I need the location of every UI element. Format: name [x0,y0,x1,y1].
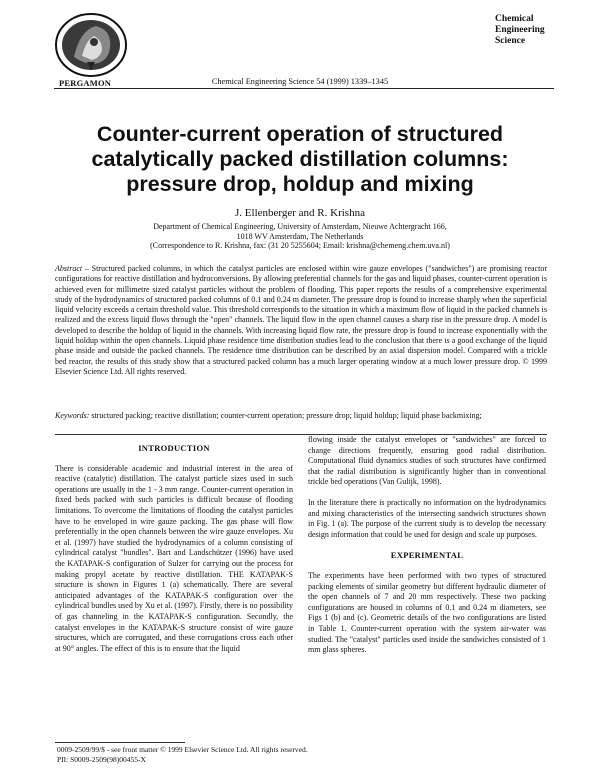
footer [57,745,308,764]
experimental-paragraph: The experiments have been performed with two types of structured packing elements of similar geometry but different hydraulic diameter of the open channels of 7 and 20 mm respectively. These two packing configurations are housed in columns of 0.1 and 0.24 m diameters, see Figs 1 (b) and (c). Geometric details of the two configurations are listed in Table 1. Counter-current operation with the system air-water was studied. The "catalyst" particles used inside the sandwiches consisted of 1 mm glass spheres. [308,570,546,655]
affiliation-line1: Department of Chemical Engineering, University of Amsterdam, Nieuwe Achtergracht 166, [153,222,447,231]
elsevier-tree-logo-icon [54,12,128,78]
introduction-paragraph: There is considerable academic and industrial interest in the area of reactive (catalytic) distillation. The catalyst particle sizes used in such operations are usually in the 1 - 3 mm range. Counter-current operation in fixed beds packed with such particles is difficult because of flooding limitations. To overcome the limitations of flooding the catalyst particles have to be enveloped in wire gauze packing. The gas phase will flow preferentially in the open channels between the wire gauze envelopes. Xu et al. (1997) have studied the hydrodynamics of a column consisting of cylindrical catalyst "bundles". Bart and Landschützer (1996) have used the KATAPAK-S configuration of Sulzer for carrying out the process for making propyl acetate by reactive distillation. THE KATAPAK-S structure is shown in Figures 1 (a) schematically. There are several anticipated advantages of the KATAPAK-S configuration over the cylindrical bundles used by Xu et al. (1997). Firstly, there is no possibility of gas channeling in the KATAPAK-S configuration. Secondly, the catalyst envelopes in the KATAPAK-S structure consist of wire gauze structures, which are corrugated, and these corrugations cross each other at 90° angles. The effect of this is to ensure that the liquid [55,463,293,653]
affiliation-line2: 1018 WV Amsterdam, The Netherlands [236,231,364,241]
right-column [308,435,546,656]
keywords-label: Keywords: [55,411,90,420]
copyright-line: 0009-2509/99/$ - see front matter © 1999 Elsevier Science Ltd. All rights reserved. [57,745,308,754]
left-column [55,443,293,654]
keywords-text: structured packing; reactive distillation; counter-current operation; pressure drop; liquid holdup; liquid phase backmixing; [89,411,482,420]
article-title: Counter-current operation of structured catalytically packed distillation columns: pressure drop, holdup and mixing [91,122,509,196]
abstract-text: – Structured packed columns, in which the catalyst particles are enclosed within wire gauze envelopes ("sandwiches") are promising reactor configurations for reactive distillation and hydroconversions. By allowing preferential channels for the gas and liquid phases, counter-current operation is achieved even for millimetre sized catalyst particles without the problem of flooding. This paper reports the results of a comprehensive experimental study of the hydrodynamics of structured packed columns of 0.1 and 0.24 m diameter. The pressure drop is found to increase sharply when the superficial liquid velocity exceeds a certain threshold value. This threshold corresponds to the situation in which a maximum flow of liquid in the packed channels is realized and the excess liquid flows through the "open" channels. The liquid flow in the open channel causes a sharp rise in the pressure drop. A model is developed to describe the holdup of liquid in the channels. With increasing liquid flow rate, the pressure drop is found to increase exponentially with the liquid holdup within the open channels. Liquid phase residence time distribution studies lead to the conclusion that there is a good exchange of the liquid phase inside and outside the packed channels. The residence time distribution can be described by an axial dispersion model. Compared with a trickle bed reactor, the results of this study show that a structured packed column has a much larger operating window at a much lower pressure drop. © 1999 Elsevier Science Ltd. All rights reserved. [55,264,547,376]
introduction-paragraph-2: In the literature there is practically no information on the hydrodynamics and mixing characteristics of the intersecting sandwich structures shown in Fig. 1 (a). The purpose of the current study is to develop the necessary design information that could be used for design and scale up purposes. [308,497,546,539]
introduction-paragraph-continued: flowing inside the catalyst envelopes or "sandwiches" are forced to change directions frequently, ensuring good radial distribution. Computational fluid dynamics studies of such structures have confirmed that the radial distribution is significantly higher than in conventional trickle bed operations (Van Gulijk, 1998). [308,435,546,487]
abstract [55,264,547,377]
journal-name-line2: Engineering Science [495,25,545,46]
pii-line: PII: S0009-2509(98)00455-X [57,754,146,764]
article-authors: J. Ellenberger and R. Krishna [235,207,365,219]
publisher-logo [54,12,128,78]
publisher-name: PERGAMON [59,78,112,88]
journal-name-line1: Chemical [495,14,534,24]
header-rule [54,88,554,89]
journal-citation: Chemical Engineering Science 54 (1999) 1339–1345 [211,77,389,86]
section-heading-experimental: EXPERIMENTAL [390,550,464,561]
affiliation [60,222,540,251]
footer-rule [55,742,185,743]
keywords [55,411,547,421]
abstract-label: Abstract [55,264,83,273]
journal-name [495,14,575,47]
section-heading-introduction: INTRODUCTION [138,443,210,453]
affiliation-line3: (Correspondence to R. Krishna, fax: (31 20 5255604; Email: krishna@chemeng.chem.uva.nl) [150,241,450,251]
